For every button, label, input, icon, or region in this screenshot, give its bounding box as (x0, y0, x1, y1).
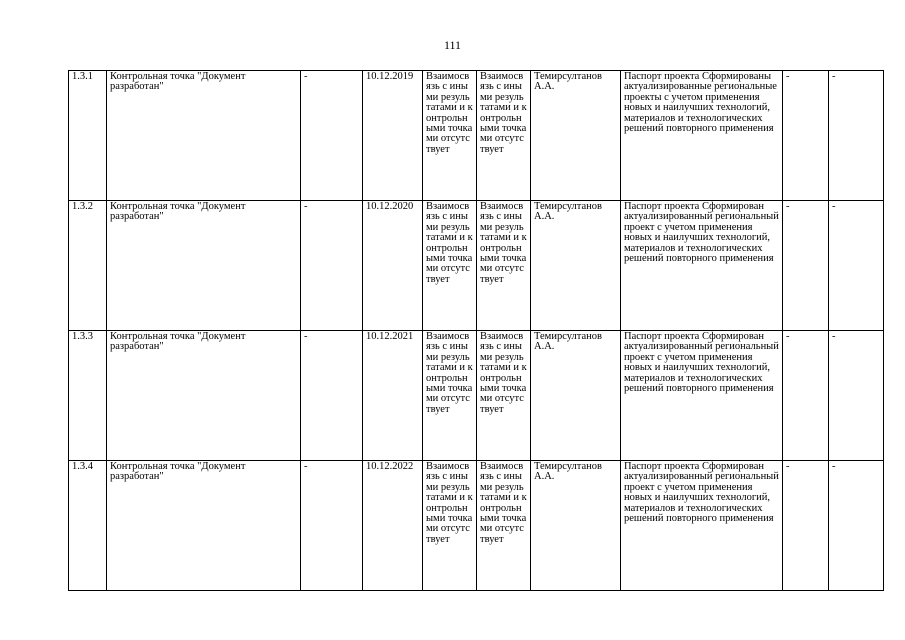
row-link2-cell: Взаимосвязь с иными результатами и контрольными точками отсутствует (477, 461, 531, 591)
row-col9-cell: - (783, 461, 829, 591)
table-row (69, 331, 884, 461)
row-col3-cell: - (301, 461, 363, 591)
row-doc-cell: Паспорт проекта Сформированы актуализированные региональные проекты с учетом применения новых и наилучших технологий, материалов и технологических решений повторного применения (621, 71, 783, 201)
table-row (69, 461, 884, 591)
row-doc-cell: Паспорт проекта Сформирован актуализированный региональный проект с учетом применения новых и наилучших технологий, материалов и технологических решений повторного применения (621, 331, 783, 461)
row-col10-cell: - (829, 71, 884, 201)
row-link2-cell: Взаимосвязь с иными результатами и контрольными точками отсутствует (477, 71, 531, 201)
row-link1-cell: Взаимосвязь с иными результатами и контрольными точками отсутствует (423, 71, 477, 201)
row-link1-cell: Взаимосвязь с иными результатами и контрольными точками отсутствует (423, 461, 477, 591)
row-link1-cell: Взаимосвязь с иными результатами и контрольными точками отсутствует (423, 201, 477, 331)
row-name-cell: Контрольная точка "Документ разработан" (107, 201, 301, 331)
row-col9-cell: - (783, 71, 829, 201)
row-link1-cell: Взаимосвязь с иными результатами и контрольными точками отсутствует (423, 331, 477, 461)
row-responsible-cell: Темирсултанов А.А. (531, 71, 621, 201)
row-col9-cell: - (783, 201, 829, 331)
row-col10-cell: - (829, 461, 884, 591)
row-number-cell: 1.3.2 (69, 201, 107, 331)
table-row (69, 71, 884, 201)
row-col3-cell: - (301, 71, 363, 201)
row-doc-cell: Паспорт проекта Сформирован актуализированный региональный проект с учетом применения новых и наилучших технологий, материалов и технологических решений повторного применения (621, 201, 783, 331)
table-row (69, 201, 884, 331)
row-name-cell: Контрольная точка "Документ разработан" (107, 461, 301, 591)
row-date-cell: 10.12.2021 (363, 331, 423, 461)
row-col3-cell: - (301, 331, 363, 461)
row-responsible-cell: Темирсултанов А.А. (531, 201, 621, 331)
row-date-cell: 10.12.2019 (363, 71, 423, 201)
row-date-cell: 10.12.2020 (363, 201, 423, 331)
row-number-cell: 1.3.3 (69, 331, 107, 461)
row-link2-cell: Взаимосвязь с иными результатами и контрольными точками отсутствует (477, 331, 531, 461)
row-col9-cell: - (783, 331, 829, 461)
row-date-cell: 10.12.2022 (363, 461, 423, 591)
row-responsible-cell: Темирсултанов А.А. (531, 461, 621, 591)
row-number-cell: 1.3.4 (69, 461, 107, 591)
row-col10-cell: - (829, 331, 884, 461)
row-responsible-cell: Темирсултанов А.А. (531, 331, 621, 461)
row-name-cell: Контрольная точка "Документ разработан" (107, 331, 301, 461)
row-col3-cell: - (301, 201, 363, 331)
control-points-table (68, 70, 884, 591)
page-number: 111 (443, 38, 462, 52)
row-doc-cell: Паспорт проекта Сформирован актуализированный региональный проект с учетом применения новых и наилучших технологий, материалов и технологических решений повторного применения (621, 461, 783, 591)
row-number-cell: 1.3.1 (69, 71, 107, 201)
row-name-cell: Контрольная точка "Документ разработан" (107, 71, 301, 201)
row-col10-cell: - (829, 201, 884, 331)
row-link2-cell: Взаимосвязь с иными результатами и контрольными точками отсутствует (477, 201, 531, 331)
